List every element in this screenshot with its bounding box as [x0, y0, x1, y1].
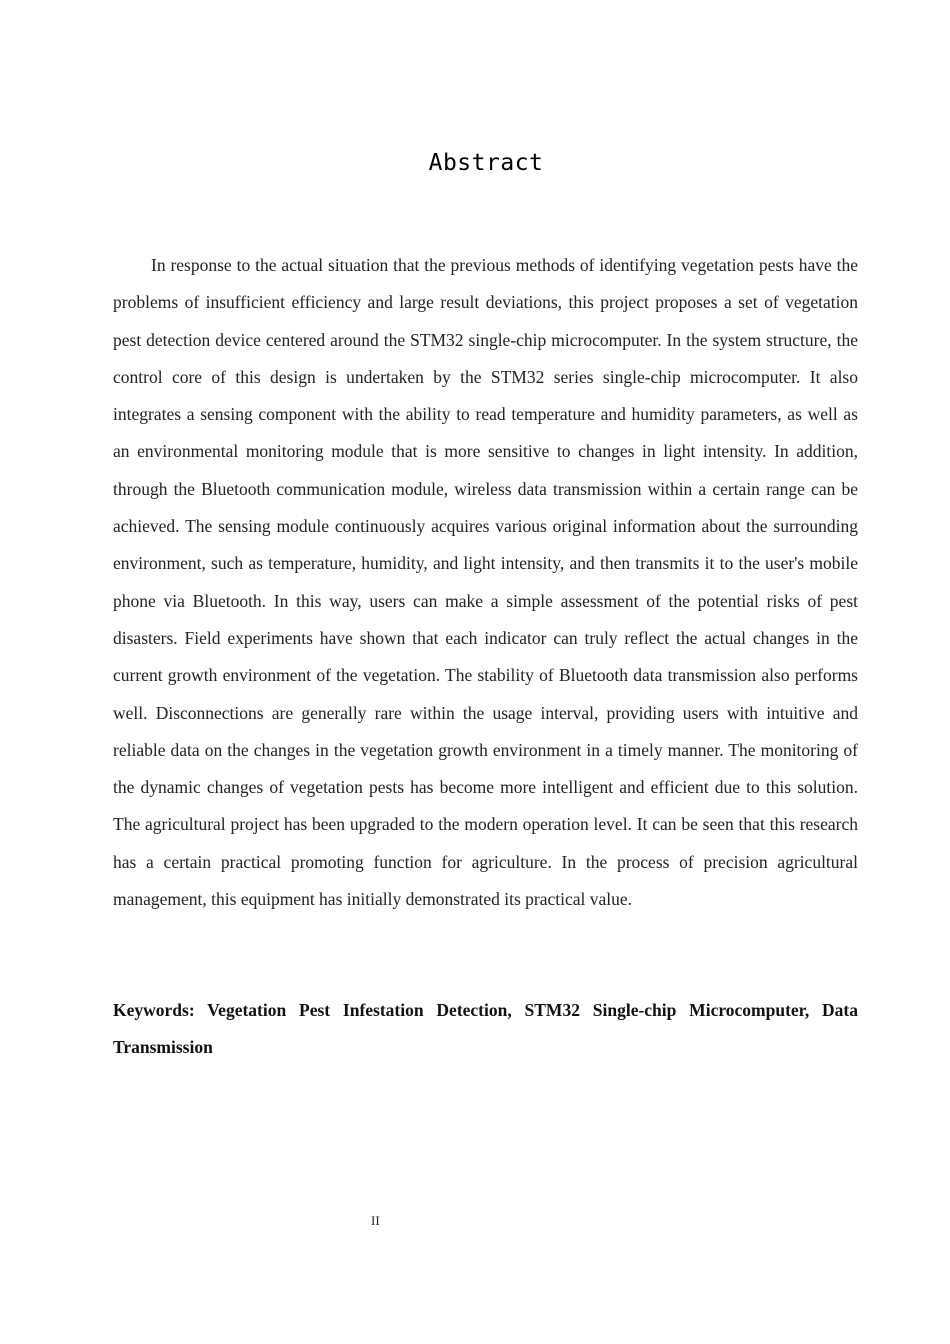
abstract-body: In response to the actual situation that the previous methods of identifying vegetation pests have the problems of insufficient efficiency and large result deviations, this project proposes a set of vegetation pest detection device centered around the STM32 single-chip microcomputer. In the system structure, the control core of this design is undertaken by the STM32 series single-chip microcomputer. It also integrates a sensing component with the ability to read temperature and humidity parameters, as well as an environmental monitoring module that is more sensitive to changes in light intensity. In addition, through the Bluetooth communication module, wireless data transmission within a certain range can be achieved. The sensing module continuously acquires various original information about the surrounding environment, such as temperature, humidity, and light intensity, and then transmits it to the user's mobile phone via Bluetooth. In this way, users can make a simple assessment of the potential risks of pest disasters. Field experiments have shown that each indicator can truly reflect the actual changes in the current growth environment of the vegetation. The stability of Bluetooth data transmission also performs well. Disconnections are generally rare within the usage interval, providing users with intuitive and reliable data on the changes in the vegetation growth environment in a timely manner. The monitoring of the dynamic changes of vegetation pests has become more intelligent and efficient due to this solution. The agricultural project has been upgraded to the modern operation level. It can be seen that this research has a certain practical promoting function for agriculture. In the process of precision agricultural management, this equipment has initially demonstrated its practical value.: [113, 255, 858, 910]
keywords-line: Keywords: Vegetation Pest Infestation Detection, STM32 Single-chip Microcomputer, Data Transmission: [113, 1000, 858, 1058]
page-title: Abstract: [428, 150, 544, 176]
page-number: II: [371, 1213, 380, 1228]
